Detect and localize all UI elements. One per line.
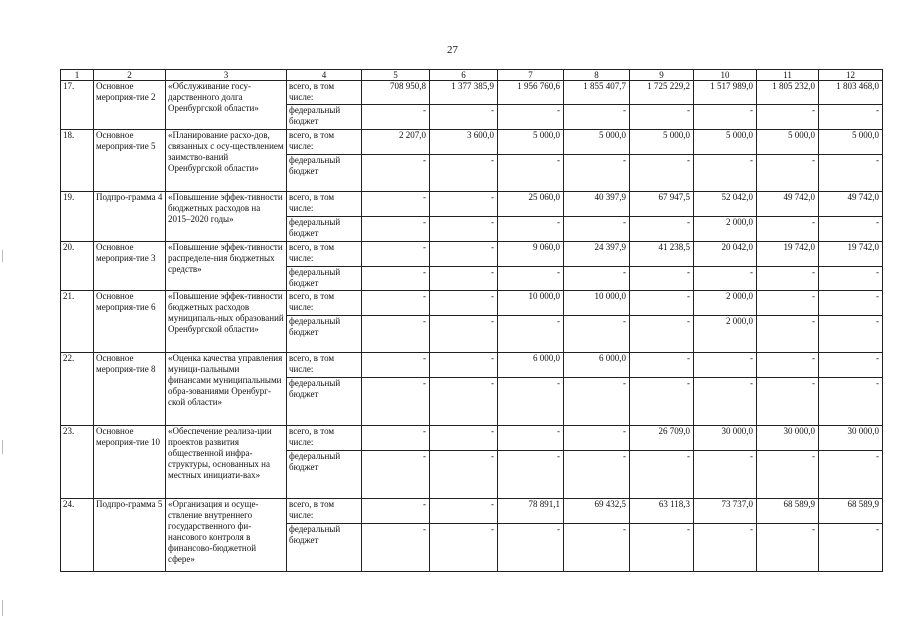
federal-value: - <box>757 155 819 192</box>
event-name: «Обслуживание госу-дарственного долга Оренбургской области» <box>166 81 287 130</box>
table-row <box>61 499 883 524</box>
federal-value: - <box>819 451 883 499</box>
total-value: - <box>694 353 757 378</box>
total-value: 73 737,0 <box>694 499 757 524</box>
source-total-label: всего, в том числе: <box>287 353 362 378</box>
total-value: - <box>430 499 498 524</box>
total-value: - <box>564 426 630 451</box>
total-value: 19 742,0 <box>819 242 883 267</box>
table-row <box>61 242 883 267</box>
total-value: 26 709,0 <box>630 426 694 451</box>
budget-table <box>60 69 883 572</box>
event-type: Основное мероприя-тие 2 <box>94 81 166 130</box>
source-federal-label: федеральный бюджет <box>287 267 362 291</box>
federal-value: - <box>430 267 498 291</box>
event-name: «Организация и осуще-ствление внутреннего государственного фи-нансового контроля в финансово-бюджетной сфере» <box>166 499 287 572</box>
total-value: - <box>819 291 883 316</box>
federal-value: - <box>430 524 498 572</box>
federal-value: - <box>630 155 694 192</box>
federal-value: - <box>694 378 757 426</box>
column-number-header: 9 <box>630 70 694 81</box>
total-value: 10 000,0 <box>564 291 630 316</box>
event-name: «Повышение эффек-тивности распределе-ния бюджетных средств» <box>166 242 287 291</box>
federal-value: - <box>498 378 564 426</box>
row-number: 20. <box>61 242 94 291</box>
source-total-label: всего, в том числе: <box>287 192 362 217</box>
source-federal-label: федеральный бюджет <box>287 378 362 426</box>
total-value: 63 118,3 <box>630 499 694 524</box>
federal-value: - <box>362 155 430 192</box>
federal-value: - <box>630 267 694 291</box>
federal-value: - <box>819 524 883 572</box>
federal-value: - <box>498 155 564 192</box>
total-value: 41 238,5 <box>630 242 694 267</box>
federal-value: 2 000,0 <box>694 316 757 353</box>
total-value: 68 589,9 <box>819 499 883 524</box>
total-value: - <box>498 426 564 451</box>
total-value: - <box>362 242 430 267</box>
total-value: 1 517 989,0 <box>694 81 757 105</box>
event-type: Основное мероприя-тие 10 <box>94 426 166 499</box>
row-number: 19. <box>61 192 94 242</box>
source-federal-label: федеральный бюджет <box>287 524 362 572</box>
federal-value: - <box>362 451 430 499</box>
federal-value: - <box>630 105 694 130</box>
federal-value: - <box>630 451 694 499</box>
total-value: 5 000,0 <box>498 130 564 155</box>
total-value: 25 060,0 <box>498 192 564 217</box>
federal-value: - <box>564 267 630 291</box>
total-value: - <box>819 353 883 378</box>
event-type: Основное мероприя-тие 8 <box>94 353 166 426</box>
total-value: 68 589,9 <box>757 499 819 524</box>
table-row <box>61 291 883 316</box>
total-value: 708 950,8 <box>362 81 430 105</box>
federal-value: - <box>498 217 564 242</box>
federal-value: - <box>819 267 883 291</box>
federal-value: - <box>498 524 564 572</box>
total-value: - <box>362 499 430 524</box>
total-value: 5 000,0 <box>694 130 757 155</box>
total-value: - <box>362 291 430 316</box>
total-value: 1 855 407,7 <box>564 81 630 105</box>
total-value: 24 397,9 <box>564 242 630 267</box>
federal-value: - <box>430 105 498 130</box>
federal-value: - <box>630 378 694 426</box>
federal-value: - <box>630 524 694 572</box>
federal-value: - <box>757 217 819 242</box>
source-federal-label: федеральный бюджет <box>287 451 362 499</box>
federal-value: - <box>564 316 630 353</box>
federal-value: - <box>430 378 498 426</box>
federal-value: - <box>430 316 498 353</box>
scan-margin-mark <box>2 250 3 262</box>
total-value: - <box>430 242 498 267</box>
event-name: «Планирование расхо-дов, связанных с осу-ществлением заимство-ваний Оренбургской области» <box>166 130 287 192</box>
federal-value: - <box>819 155 883 192</box>
federal-value: - <box>430 155 498 192</box>
total-value: 30 000,0 <box>757 426 819 451</box>
federal-value: - <box>564 378 630 426</box>
table-row <box>61 81 883 105</box>
federal-value: - <box>430 217 498 242</box>
federal-value: - <box>694 524 757 572</box>
column-number-header: 3 <box>166 70 287 81</box>
federal-value: - <box>362 316 430 353</box>
total-value: 3 600,0 <box>430 130 498 155</box>
federal-value: - <box>498 105 564 130</box>
column-number-row <box>61 70 883 81</box>
federal-value: - <box>819 105 883 130</box>
federal-value: - <box>630 316 694 353</box>
source-federal-label: федеральный бюджет <box>287 155 362 192</box>
federal-value: - <box>819 316 883 353</box>
source-total-label: всего, в том числе: <box>287 426 362 451</box>
total-value: - <box>630 291 694 316</box>
federal-value: - <box>630 217 694 242</box>
federal-value: 2 000,0 <box>694 217 757 242</box>
total-value: 1 725 229,2 <box>630 81 694 105</box>
total-value: 30 000,0 <box>694 426 757 451</box>
event-type: Подпро-грамма 4 <box>94 192 166 242</box>
column-number-header: 7 <box>498 70 564 81</box>
federal-value: - <box>362 378 430 426</box>
event-type: Подпро-грамма 5 <box>94 499 166 572</box>
federal-value: - <box>819 217 883 242</box>
column-number-header: 6 <box>430 70 498 81</box>
federal-value: - <box>757 316 819 353</box>
federal-value: - <box>564 217 630 242</box>
total-value: 6 000,0 <box>564 353 630 378</box>
federal-value: - <box>564 155 630 192</box>
source-federal-label: федеральный бюджет <box>287 217 362 242</box>
total-value: 49 742,0 <box>819 192 883 217</box>
total-value: - <box>430 192 498 217</box>
source-federal-label: федеральный бюджет <box>287 316 362 353</box>
column-number-header: 2 <box>94 70 166 81</box>
federal-value: - <box>362 105 430 130</box>
federal-value: - <box>694 155 757 192</box>
federal-value: - <box>757 524 819 572</box>
source-total-label: всего, в том числе: <box>287 242 362 267</box>
row-number: 21. <box>61 291 94 353</box>
source-total-label: всего, в том числе: <box>287 81 362 105</box>
row-number: 22. <box>61 353 94 426</box>
total-value: 52 042,0 <box>694 192 757 217</box>
row-number: 18. <box>61 130 94 192</box>
column-number-header: 10 <box>694 70 757 81</box>
federal-value: - <box>498 451 564 499</box>
event-type: Основное мероприя-тие 3 <box>94 242 166 291</box>
column-number-header: 8 <box>564 70 630 81</box>
table-row <box>61 130 883 155</box>
page-number: 27 <box>447 44 458 56</box>
federal-value: - <box>757 378 819 426</box>
event-name: «Оценка качества управления муници-пальными финансами муниципальными обра-зованиями Оренбург-ской области» <box>166 353 287 426</box>
federal-value: - <box>430 451 498 499</box>
federal-value: - <box>757 267 819 291</box>
total-value: 30 000,0 <box>819 426 883 451</box>
federal-value: - <box>757 451 819 499</box>
table-row <box>61 353 883 378</box>
total-value: 20 042,0 <box>694 242 757 267</box>
event-name: «Обеспечение реализа-ции проектов развития общественной инфра-структуры, основанных на местных инициати-вах» <box>166 426 287 499</box>
federal-value: - <box>819 378 883 426</box>
column-number-header: 4 <box>287 70 362 81</box>
source-total-label: всего, в том числе: <box>287 130 362 155</box>
total-value: 2 207,0 <box>362 130 430 155</box>
total-value: 5 000,0 <box>630 130 694 155</box>
federal-value: - <box>694 267 757 291</box>
total-value: 5 000,0 <box>564 130 630 155</box>
event-name: «Повышение эффек-тивности бюджетных расходов на 2015–2020 годы» <box>166 192 287 242</box>
total-value: 49 742,0 <box>757 192 819 217</box>
federal-value: - <box>694 105 757 130</box>
federal-value: - <box>362 217 430 242</box>
total-value: 2 000,0 <box>694 291 757 316</box>
federal-value: - <box>564 524 630 572</box>
total-value: 10 000,0 <box>498 291 564 316</box>
column-number-header: 12 <box>819 70 883 81</box>
total-value: 69 432,5 <box>564 499 630 524</box>
total-value: 5 000,0 <box>757 130 819 155</box>
total-value: - <box>362 426 430 451</box>
table-row <box>61 192 883 217</box>
total-value: 1 805 232,0 <box>757 81 819 105</box>
row-number: 23. <box>61 426 94 499</box>
total-value: 5 000,0 <box>819 130 883 155</box>
federal-value: - <box>362 267 430 291</box>
column-number-header: 11 <box>757 70 819 81</box>
total-value: 78 891,1 <box>498 499 564 524</box>
column-number-header: 5 <box>362 70 430 81</box>
federal-value: - <box>362 524 430 572</box>
event-type: Основное мероприя-тие 5 <box>94 130 166 192</box>
table-row <box>61 426 883 451</box>
source-total-label: всего, в том числе: <box>287 291 362 316</box>
row-number: 24. <box>61 499 94 572</box>
total-value: 9 060,0 <box>498 242 564 267</box>
total-value: - <box>362 192 430 217</box>
total-value: - <box>757 291 819 316</box>
row-number: 17. <box>61 81 94 130</box>
total-value: - <box>757 353 819 378</box>
total-value: - <box>430 291 498 316</box>
event-name: «Повышение эффек-тивности бюджетных расходов муниципаль-ных образований Оренбургской области» <box>166 291 287 353</box>
source-federal-label: федеральный бюджет <box>287 105 362 130</box>
total-value: - <box>362 353 430 378</box>
scan-margin-mark <box>2 440 3 454</box>
scan-margin-mark <box>2 600 3 616</box>
total-value: - <box>430 353 498 378</box>
column-number-header: 1 <box>61 70 94 81</box>
federal-value: - <box>498 267 564 291</box>
total-value: 6 000,0 <box>498 353 564 378</box>
total-value: 1 377 385,9 <box>430 81 498 105</box>
total-value: - <box>430 426 498 451</box>
source-total-label: всего, в том числе: <box>287 499 362 524</box>
total-value: 1 956 760,6 <box>498 81 564 105</box>
federal-value: - <box>694 451 757 499</box>
federal-value: - <box>757 105 819 130</box>
total-value: 67 947,5 <box>630 192 694 217</box>
total-value: 40 397,9 <box>564 192 630 217</box>
federal-value: - <box>564 105 630 130</box>
total-value: 1 803 468,0 <box>819 81 883 105</box>
total-value: 19 742,0 <box>757 242 819 267</box>
federal-value: - <box>564 451 630 499</box>
federal-value: - <box>498 316 564 353</box>
event-type: Основное мероприя-тие 6 <box>94 291 166 353</box>
total-value: - <box>630 353 694 378</box>
